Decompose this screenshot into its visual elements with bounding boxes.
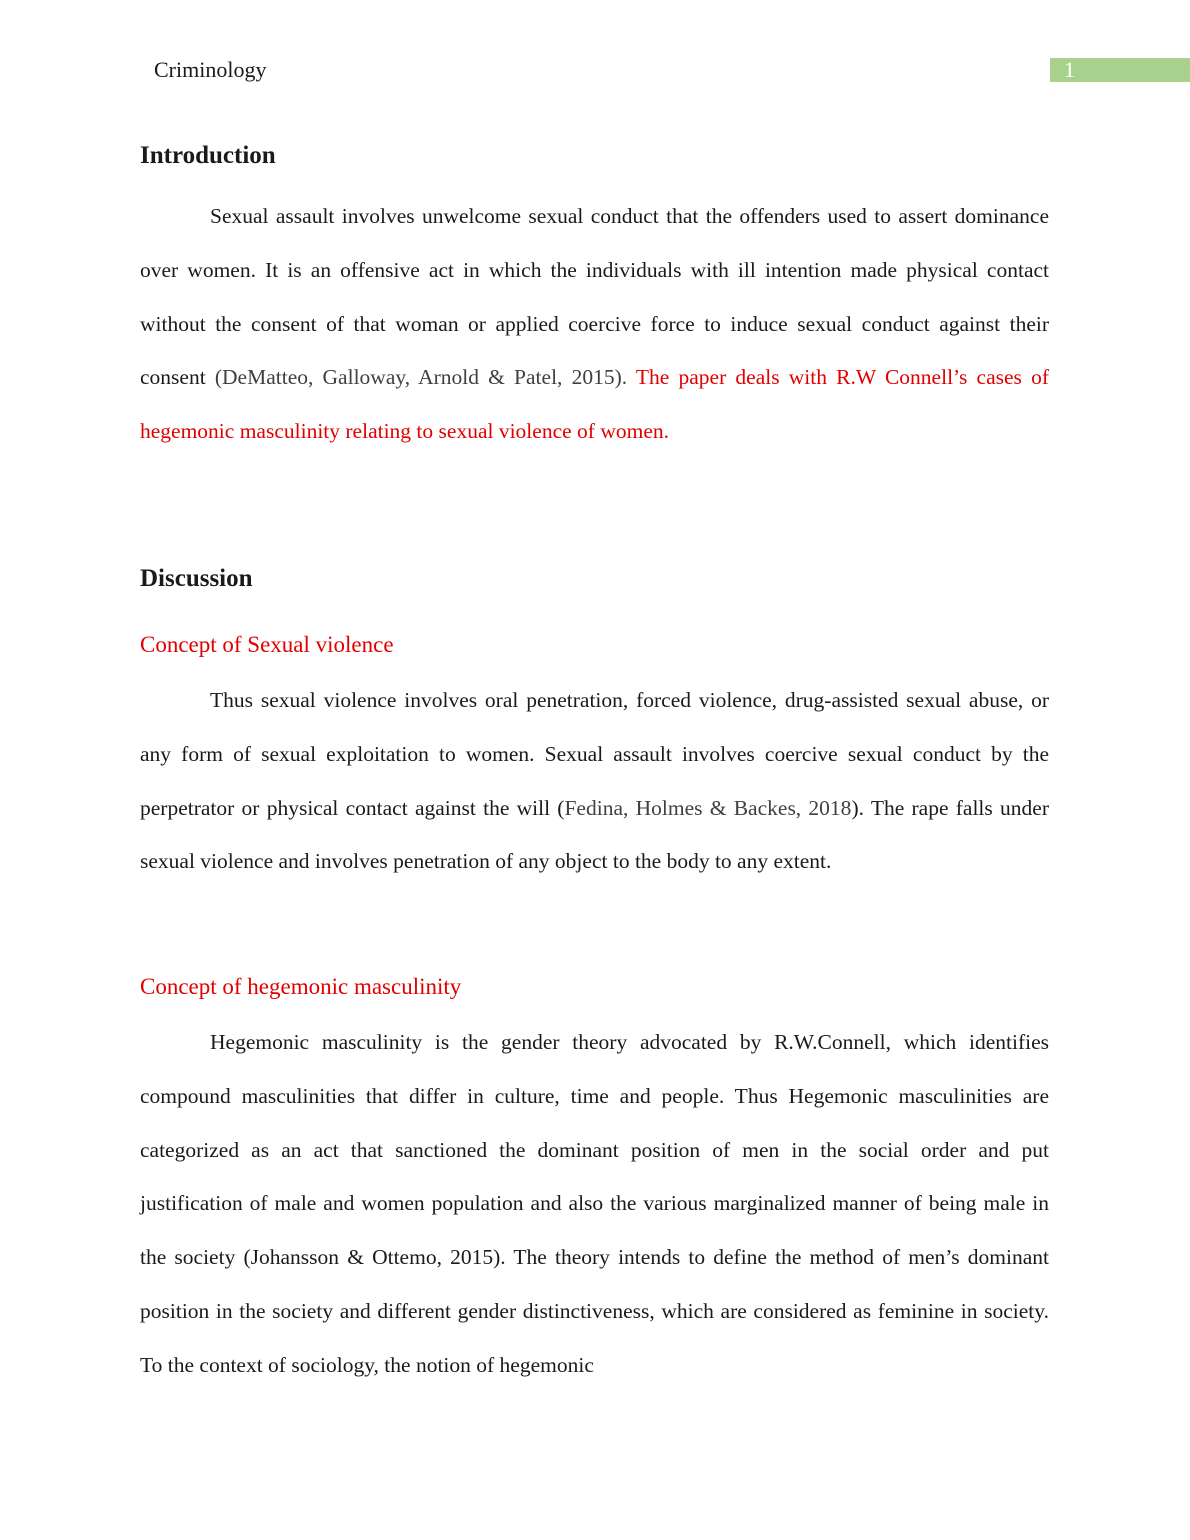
hegemonic-masculinity-heading: Concept of hegemonic masculinity (140, 974, 462, 999)
hegemonic-masculinity-paragraph: Hegemonic masculinity is the gender theory advocated by R.W.Connell, which identifies compound masculinities that differ in culture, time and people. Thus Hegemonic masculinities are categorized as an act that sanctioned the dominant position of men in the social order and put justification of male and women population and also the various marginalized manner of being male in the society (Johansson & Ottemo, 2015). The theory intends to define the method of men’s dominant position in the society and different gender distinctiveness, which are considered as feminine in society. To the context of sociology, the notion of hegemonic (140, 1030, 1049, 1377)
running-header-title: Criminology (154, 57, 267, 82)
sexual-violence-heading: Concept of Sexual violence (140, 632, 394, 657)
sexual-violence-citation: Fedina, Holmes & Backes, 2018 (564, 795, 852, 820)
introduction-paragraph (140, 190, 1049, 459)
sexual-violence-text-start: Thus sexual violence involves oral penetration, forced violence, drug-assisted sexual abuse, or any form of sexual exploitation to women. Sexual assault involves coercive sexual conduct by the perpetrator or physical contact against the will ( (140, 688, 1049, 820)
page-number-tab (1050, 58, 1190, 82)
introduction-heading: Introduction (140, 142, 276, 169)
discussion-heading: Discussion (140, 565, 253, 592)
intro-highlighted-text: The paper deals with R.W Connell’s cases of hegemonic masculinity relating to sexual violence of women. (140, 365, 1049, 444)
intro-citation: (DeMatteo, Galloway, Arnold & Patel, 2015). (214, 365, 628, 390)
page-number: 1 (1064, 57, 1075, 82)
sexual-violence-paragraph (140, 674, 1049, 889)
sexual-violence-text-end: ). The rape falls under sexual violence and involves penetration of any object to the body to any extent. (140, 795, 1049, 874)
intro-text: Sexual assault involves unwelcome sexual conduct that the offenders used to assert dominance over women. It is an offensive act in which the individuals with ill intention made physical contact without the consent of that woman or applied coercive force to induce sexual conduct against their consent (140, 204, 1049, 390)
